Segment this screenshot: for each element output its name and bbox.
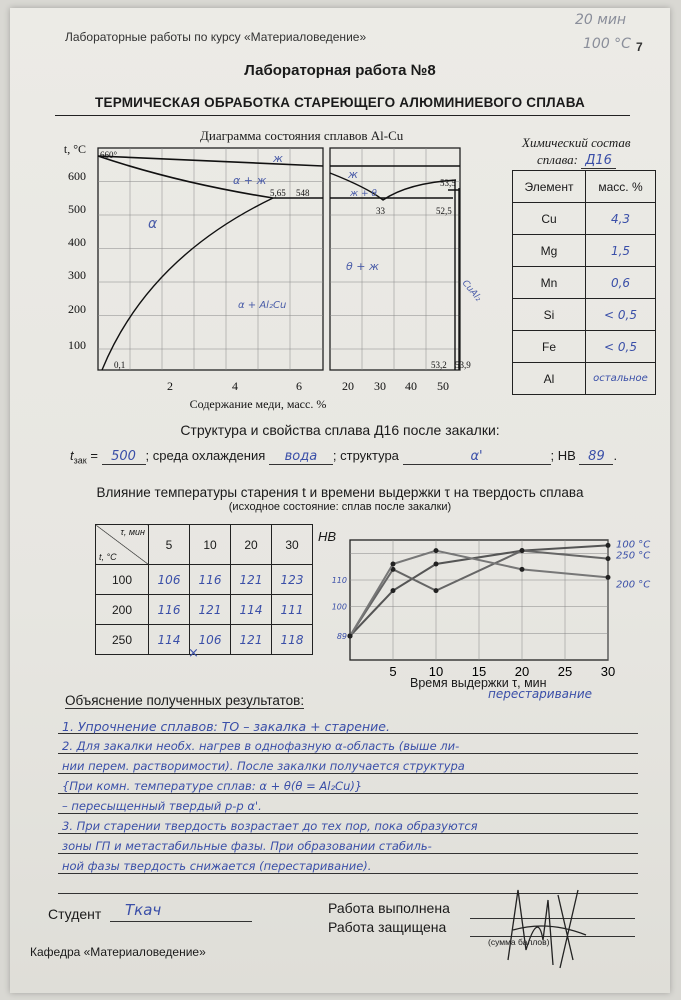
pd-ytick: 300: [68, 268, 86, 282]
pd-label: 0,1: [114, 360, 126, 370]
structure-value: α': [403, 449, 551, 465]
table-row: 250 114 106 121 118: [96, 625, 313, 655]
pd-hand-label: ж: [348, 168, 358, 181]
chart-point: [434, 548, 439, 553]
chart-series-label: 250 °С: [616, 550, 651, 562]
chart-ytick: 100: [331, 602, 347, 612]
chart-point: [434, 562, 439, 567]
chem-caption-2: сплава: Д16: [537, 152, 616, 168]
work-done-label: Работа выполнена: [328, 900, 450, 916]
chart-point: [606, 556, 611, 561]
chem-composition-table: [512, 170, 656, 395]
hardness-table: τ, мин t, °С 5 10 20 30 100 106 116 121 123 200 116 121 114 111 250 114 106 121 118: [95, 524, 313, 655]
corner-note-time: 20 мин: [575, 12, 627, 28]
student-signature: Ткач: [125, 901, 162, 919]
corner-note-temp: 100 °С: [583, 36, 631, 52]
explanation-line: {При комн. температуре сплав: α + θ(θ = Al₂Cu)}: [62, 779, 363, 793]
pd-xlabel: Содержание меди, масс. %: [189, 397, 327, 411]
chart-point: [606, 543, 611, 548]
chart-point: [348, 634, 353, 639]
pd-xtick: 4: [232, 379, 238, 393]
chart-ylabel: НВ: [318, 529, 337, 544]
table-row: Fe < 0,5: [513, 331, 656, 363]
table-row: 200 116 121 114 111: [96, 595, 313, 625]
pd-label: 5,65: [270, 188, 286, 198]
pd-hand-label: ж: [273, 152, 283, 165]
lab-worksheet-page: [10, 8, 670, 993]
chart-point: [391, 562, 396, 567]
pd-ylabel: t, °C: [63, 142, 86, 156]
pd-label: 33: [376, 206, 385, 216]
explanation-line: нии перем. растворимости). После закалки получается структура: [62, 759, 465, 773]
quench-temp-value: 500: [102, 449, 146, 465]
chart-point: [434, 588, 439, 593]
aging-subheading: (исходное состояние: сплав после закалки): [228, 501, 452, 513]
aging-heading: Влияние температуры старения t и времени выдержки τ на твердость сплава: [96, 485, 584, 500]
pd-hand-label: α + ж: [233, 174, 267, 187]
pd-ytick: 100: [68, 338, 86, 352]
table-row: Mg 1,5: [513, 235, 656, 267]
explanation-heading: Объяснение полученных результатов:: [65, 693, 305, 708]
pd-hand-label: α: [148, 216, 158, 232]
pd-label: 53,2: [431, 360, 447, 370]
pd-hand-label: CuAl₂: [459, 278, 483, 304]
chart-series-label: 100 °С: [616, 539, 651, 551]
structure-heading: Структура и свойства сплава Д16 после закалки:: [180, 422, 500, 438]
pd-ytick: 200: [68, 302, 86, 316]
chart-xlabel: Время выдержки τ, мин: [410, 676, 547, 690]
table-row: 100 106 116 121 123: [96, 565, 313, 595]
pd-ytick: 600: [68, 169, 86, 183]
table-mark: ×: [188, 646, 199, 661]
course-header: Лабораторные работы по курсу «Материаловедение»: [65, 30, 367, 44]
pd-xtick: 6: [296, 379, 302, 393]
table-corner-cell: τ, мин t, °С: [96, 525, 149, 565]
chart-ytick: 110: [331, 576, 347, 585]
chart-xtick: 25: [557, 664, 573, 679]
pd-hand-label: α + Al₂Cu: [238, 300, 287, 311]
chart-xtick: 15: [471, 664, 487, 679]
chart-xtick: 20: [514, 664, 530, 679]
pd-label: 548: [296, 188, 310, 198]
explanation-line: 2. Для закалки необх. нагрев в однофазную α-область (выше ли-: [62, 739, 460, 753]
explanation-margin-note: перестаривание: [488, 687, 593, 701]
title-rule: [55, 115, 630, 116]
pd-hand-label: θ + ж: [346, 260, 379, 273]
chart-series-label: 200 °С: [616, 579, 651, 591]
pd-label: 53,5: [440, 178, 456, 188]
explanation-line: зоны ГП и метастабильные фазы. При образовании стабиль-: [62, 839, 432, 853]
pd-xtick: 2: [167, 379, 173, 393]
table-row: Al остальное: [513, 363, 656, 395]
lab-topic: ТЕРМИЧЕСКАЯ ОБРАБОТКА СТАРЕЮЩЕГО АЛЮМИНИЕВОГО СПЛАВА: [95, 95, 585, 110]
pd-label: 660°: [100, 150, 118, 160]
department-footer: Кафедра «Материаловедение»: [30, 945, 206, 959]
pd-xtick: 50: [437, 379, 449, 393]
pd-label: 52,5: [436, 206, 452, 216]
pd-xtick: 30: [374, 379, 386, 393]
teacher-signature: [498, 880, 593, 975]
page-number: 7: [636, 40, 643, 54]
chem-col-element: Элемент: [513, 171, 586, 203]
chart-ytick: 89: [336, 632, 347, 641]
pd-label: 53,9: [455, 360, 471, 370]
chart-point: [391, 588, 396, 593]
chem-col-mass: масс. %: [586, 171, 656, 203]
student-label: Студент: [48, 906, 102, 922]
cooling-medium-value: вода: [269, 449, 333, 465]
explanation-line: ной фазы твердость снижается (перестаривание).: [62, 859, 372, 873]
structure-line: $t_{зак} = 500$ ; среда охлаждения вода ; структура α' ; НВ 89 .: [70, 448, 618, 466]
chart-xtick: 30: [600, 664, 616, 679]
pd-ytick: 500: [68, 202, 86, 216]
table-row: Mn 0,6: [513, 267, 656, 299]
explanation-line: 1. Упрочнение сплавов: ТО – закалка + старение.: [62, 719, 390, 734]
phase-diagram-title: Диаграмма состояния сплавов Al-Cu: [200, 128, 404, 143]
phase-diagram: [58, 138, 483, 418]
chem-caption: Химический состав: [522, 135, 631, 150]
table-row: Si < 0,5: [513, 299, 656, 331]
hardness-value: 89: [579, 449, 613, 465]
explanation-line: 3. При старении твердость возрастает до тех пор, пока образуются: [62, 819, 478, 833]
score-label: (сумма баллов): [488, 937, 550, 947]
work-defended-label: Работа защищена: [328, 919, 447, 935]
chart-xtick: 5: [389, 664, 397, 679]
pd-xtick: 40: [405, 379, 417, 393]
alloy-grade: Д16: [581, 153, 616, 169]
pd-ytick: 400: [68, 235, 86, 249]
table-row: Cu 4,3: [513, 203, 656, 235]
pd-hand-label: ж + θ: [350, 189, 377, 199]
explanation-line: – пересыщенный твердый р-р α'.: [62, 799, 262, 813]
chart-xtick: 10: [428, 664, 444, 679]
chart-point: [606, 575, 611, 580]
pd-xtick: 20: [342, 379, 354, 393]
chart-point: [520, 548, 525, 553]
lab-title: Лабораторная работа №8: [244, 62, 436, 79]
chart-point: [520, 567, 525, 572]
